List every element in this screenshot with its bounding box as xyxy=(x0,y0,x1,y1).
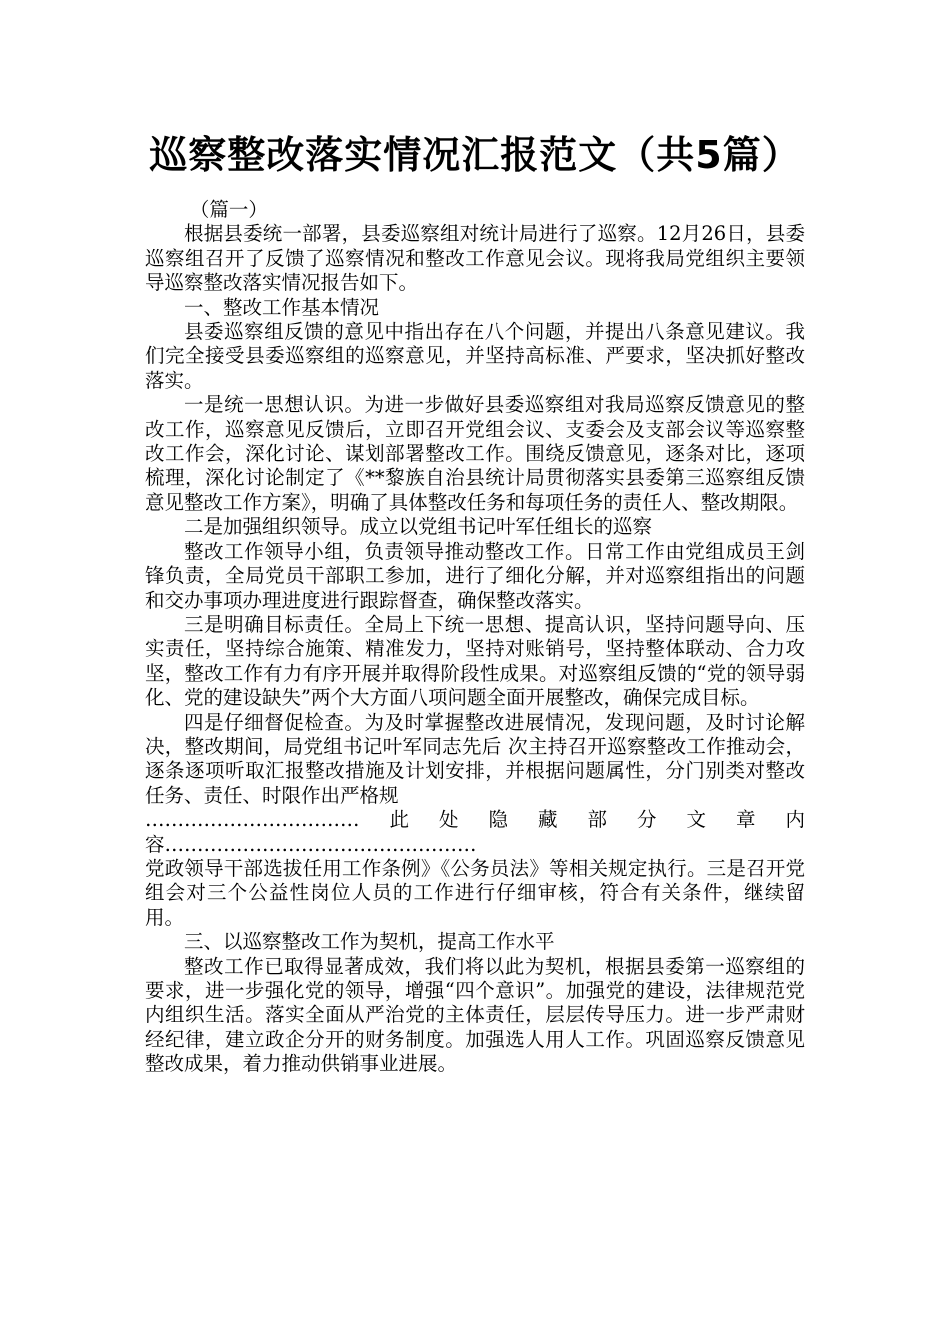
paragraph-supervision: 四是仔细督促检查。为及时掌握整改进展情况，发现问题，及时讨论解决，整改期间，局党组书记叶军同志先后 次主持召开巡察整改工作推动会，逐条逐项听取汇报整改措施及计划安排，并根据问题属性，分门别类对整改任务、责任、时限作出严格规 xyxy=(145,710,805,807)
heading-improve-work: 三、以巡察整改工作为契机，提高工作水平 xyxy=(184,930,555,954)
paragraph-leading-group: 整改工作领导小组，负责领导推动整改工作。日常工作由党组成员王剑锋负责，全局党员干部职工参加，进行了细化分解，并对巡察组指出的问题和交办事项办理进度进行跟踪督查，确保整改落实。 xyxy=(145,539,805,612)
heading-basic-situation: 一、整改工作基本情况 xyxy=(184,295,380,319)
paragraph-conclusion: 整改工作已取得显著成效，我们将以此为契机，根据县委第一巡察组的要求，进一步强化党的领导，增强“四个意识”。加强党的建设，法律规范党内组织生活。落实全面从严治党的主体责任，层层传导压力。进一步严肃财经纪律，建立政企分开的财务制度。加强选人用人工作。巩固巡察反馈意见整改成果，着力推动供销事业进展。 xyxy=(145,954,805,1076)
document-title: 巡察整改落实情况汇报范文（共5篇） xyxy=(149,133,801,177)
paragraph-target-responsibility: 三是明确目标责任。全局上下统一思想、提高认识，坚持问题导向、压实责任，坚持综合施策、精准发力，坚持对账销号，坚持整体联动、合力攻坚，整改工作有力有序开展并取得阶段性成果。对巡察组反馈的“党的领导弱化、党的建设缺失”两个大方面八项问题全面开展整改，确保完成目标。 xyxy=(145,612,805,710)
paragraph-intro: 根据县委统一部署，县委巡察组对统计局进行了巡察。12月26日，县委巡察组召开了反馈了巡察情况和整改工作意见会议。现将我局党组织主要领导巡察整改落实情况报告如下。 xyxy=(145,222,805,295)
hidden-content-notice: ……………………………此处隐藏部分文章内容………………………………………… xyxy=(145,808,805,856)
paragraph-feedback: 县委巡察组反馈的意见中指出存在八个问题，并提出八条意见建议。我们完全接受县委巡察组的巡察意见，并坚持高标准、严要求，坚决抓好整改落实。 xyxy=(145,320,805,392)
paragraph-unify-thinking: 一是统一思想认识。为进一步做好县委巡察组对我局巡察反馈意见的整改工作，巡察意见反馈后，立即召开党组会议、支委会及支部会议等巡察整改工作会，深化讨论、谋划部署整改工作。围绕反馈意见，逐条对比，逐项梳理，深化讨论制定了《**黎族自治县统计局贯彻落实县委第三巡察组反馈意见整改工作方案》，明确了具体整改任务和每项任务的责任人、整改期限。 xyxy=(145,393,805,514)
section-label: （篇一） xyxy=(189,198,268,221)
document-body xyxy=(145,198,805,1077)
paragraph-leadership: 二是加强组织领导。成立以党组书记叶军任组长的巡察 xyxy=(184,515,653,539)
paragraph-regulations: 党政领导干部选拔任用工作条例》《公务员法》等相关规定执行。三是召开党组会对三个公益性岗位人员的工作进行仔细审核，符合有关条件，继续留用。 xyxy=(145,856,805,929)
